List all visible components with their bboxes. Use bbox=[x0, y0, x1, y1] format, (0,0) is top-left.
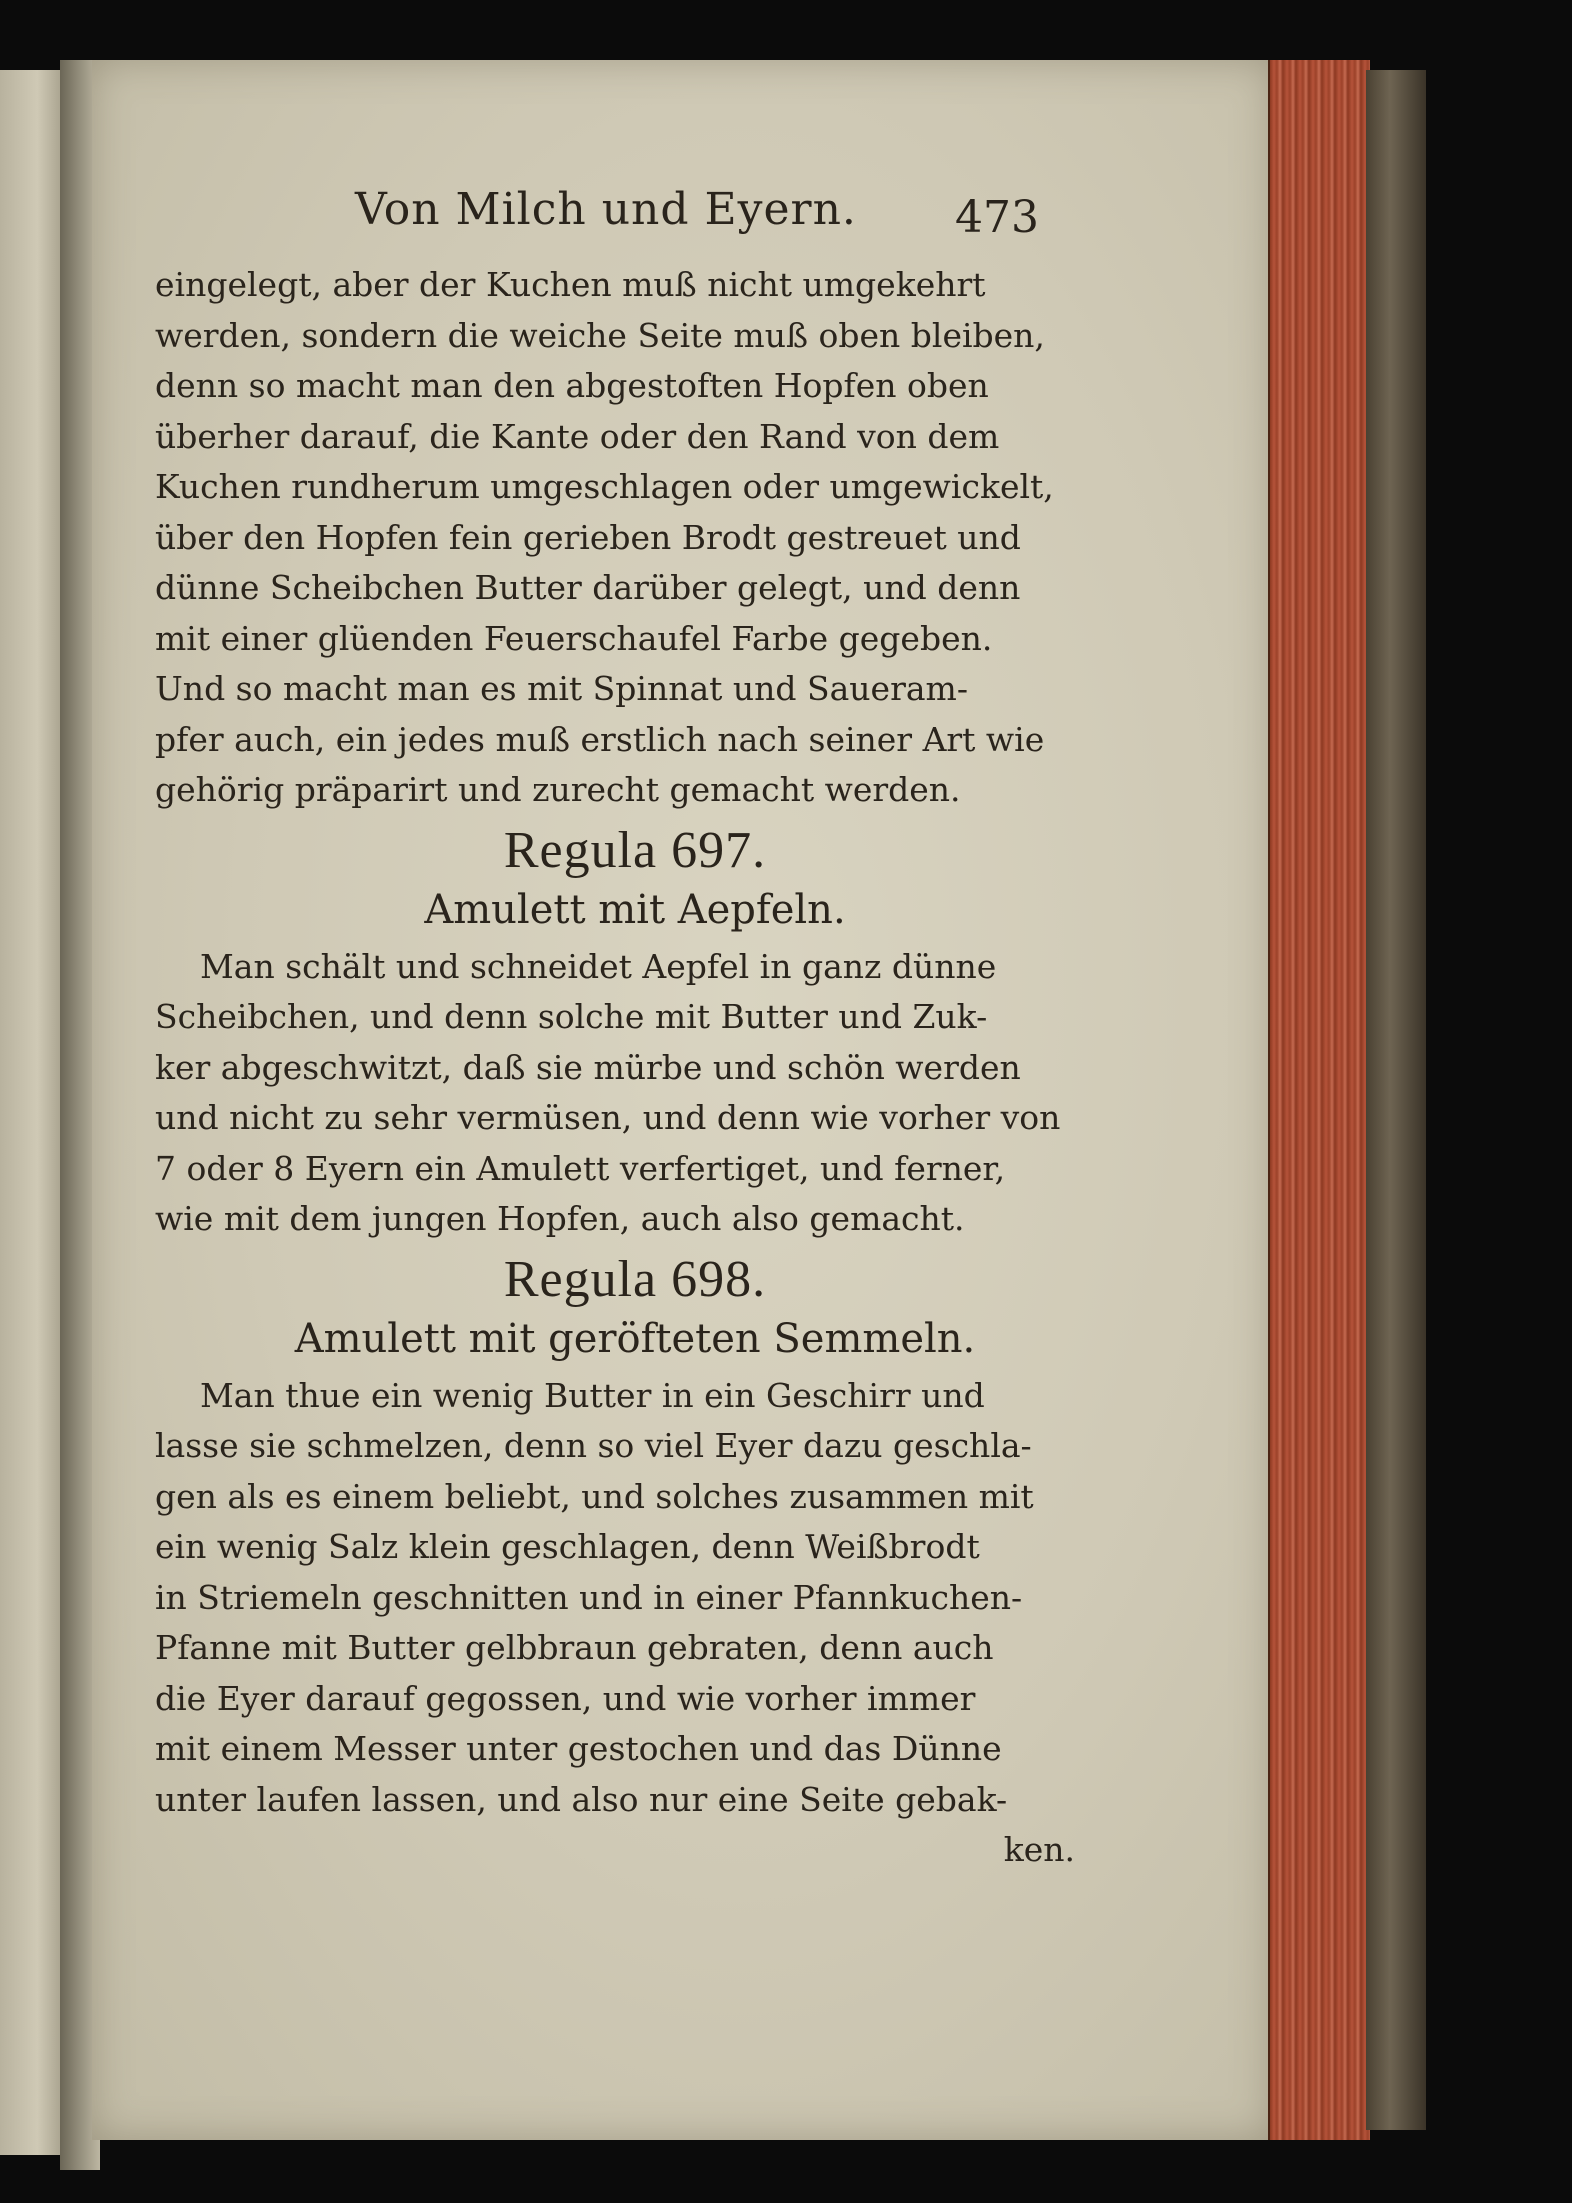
book-cover-edge bbox=[1366, 70, 1426, 2130]
text-line: und nicht zu sehr vermüsen, und denn wie vorher von bbox=[155, 1098, 1061, 1137]
text-line: Kuchen rundherum umgeschlagen oder umgewickelt, bbox=[155, 467, 1054, 506]
recipe-title: Amulett mit geröfteten Semmeln. bbox=[294, 1315, 976, 1362]
recipe-text bbox=[155, 1371, 1075, 1876]
text-line: mit einer glüenden Feuerschaufel Farbe gegeben. bbox=[155, 618, 993, 658]
red-page-edges bbox=[1268, 60, 1370, 2140]
continued-paragraph bbox=[155, 260, 1075, 816]
text-line: ein wenig Salz klein geschlagen, denn Weißbrodt bbox=[155, 1527, 980, 1566]
page-number: 473 bbox=[955, 192, 1039, 243]
text-line: Scheibchen, und denn solche mit Butter und Zuk- bbox=[155, 997, 988, 1036]
text-line: eingelegt, aber der Kuchen muß nicht umgekehrt bbox=[155, 265, 986, 304]
text-line: dünne Scheibchen Butter darüber gelegt, und denn bbox=[155, 568, 1021, 607]
text-line: mit einem Messer unter gestochen und das Dünne bbox=[155, 1729, 1002, 1768]
page-text bbox=[155, 170, 1075, 1876]
text-line: Pfanne mit Butter gelbbraun gebraten, denn auch bbox=[155, 1628, 994, 1667]
text-line: unter laufen lassen, und also nur eine Seite gebak- bbox=[155, 1779, 1008, 1819]
text-line: denn so macht man den abgestoften Hopfen oben bbox=[155, 366, 989, 405]
text-line: lasse sie schmelzen, denn so viel Eyer dazu geschla- bbox=[155, 1426, 1032, 1465]
regula-heading: Regula 697. bbox=[503, 821, 767, 879]
text-line: in Striemeln geschnitten und in einer Pfannkuchen- bbox=[155, 1577, 1023, 1617]
text-line: überher darauf, die Kante oder den Rand von dem bbox=[155, 416, 1000, 456]
text-line: gen als es einem beliebt, und solches zusammen mit bbox=[155, 1476, 1034, 1516]
text-line: die Eyer darauf gegossen, und wie vorher immer bbox=[155, 1678, 976, 1718]
text-line: pfer auch, ein jedes muß erstlich nach seiner Art wie bbox=[155, 719, 1045, 759]
text-line: 7 oder 8 Eyern ein Amulett verfertiget, und ferner, bbox=[155, 1148, 1006, 1188]
text-line: Man thue ein wenig Butter in ein Geschirr und bbox=[200, 1375, 985, 1415]
running-head bbox=[155, 170, 1075, 260]
text-line: wie mit dem jungen Hopfen, auch also gemacht. bbox=[155, 1199, 965, 1238]
facing-page-edge bbox=[0, 70, 65, 2155]
recipe-text bbox=[155, 942, 1075, 1245]
running-title: Von Milch und Eyern. bbox=[355, 184, 857, 235]
text-line: gehörig präparirt und zurecht gemacht werden. bbox=[155, 770, 961, 809]
regula-heading: Regula 698. bbox=[503, 1250, 767, 1308]
text-line: über den Hopfen fein gerieben Brodt gestreuet und bbox=[155, 517, 1021, 557]
text-line: Und so macht man es mit Spinnat und Saueram- bbox=[155, 669, 968, 708]
text-line: ker abgeschwitzt, daß sie mürbe und schön werden bbox=[155, 1047, 1021, 1087]
text-line: werden, sondern die weiche Seite muß oben bleiben, bbox=[155, 315, 1045, 355]
recipe-title: Amulett mit Aepfeln. bbox=[424, 886, 846, 933]
catchword: ken. bbox=[1003, 1830, 1075, 1869]
text-line: Man schält und schneidet Aepfel in ganz dünne bbox=[200, 946, 997, 986]
